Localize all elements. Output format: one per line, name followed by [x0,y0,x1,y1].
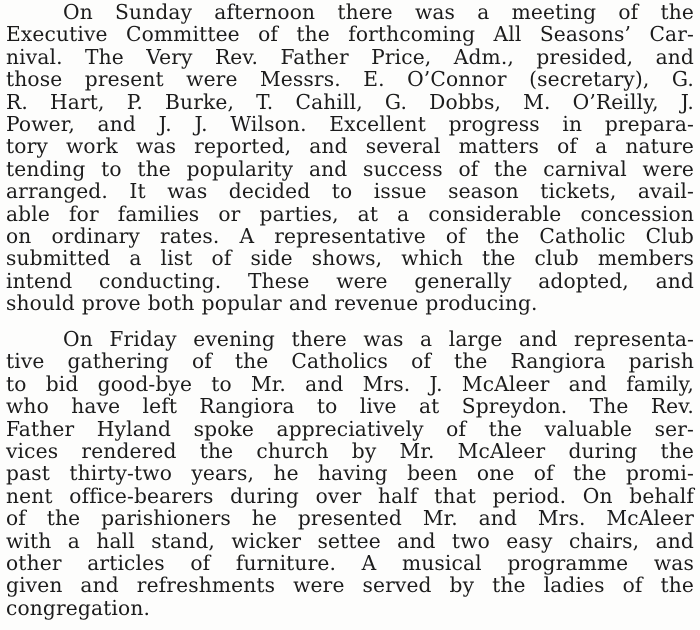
article-text-line: on ordinary rates. A representative of the Catholic Club [6,224,694,248]
article-text-line: who have left Rangiora to live at Spreydon. The Rev. [6,394,694,419]
article-text-line: congregation. [6,595,151,620]
article-text-line: vices rendered the church by Mr. McAleer during the [6,439,694,463]
article-text-line: able for families or parties, at a considerable concession [6,201,694,226]
article-text-line: On Sunday afternoon there was a meeting of the [63,0,694,24]
article-text-line: tory work was reported, and several matters of a nature [6,134,694,159]
article-text-line: Executive Committee of the forthcoming All Seasons’ Car- [6,22,694,47]
article-text-line: those present were Messrs. E. O’Connor (secretary), G. [6,67,694,92]
article-text-line: nival. The Very Rev. Father Price, Adm., presided, and [6,44,694,69]
article-text-line: nent office-bearers during over half that period. On behalf [6,483,694,508]
article-text-line: submitted a list of side shows, which the club members [6,246,694,271]
article-text-line: of the parishioners he presented Mr. and Mrs. McAleer [6,506,694,531]
article-text-line: Father Hyland spoke appreciatively of the valuable ser- [6,416,694,441]
article-text-line: given and refreshments were served by the ladies of the [6,573,694,598]
article-text-line: should prove both popular and revenue producing. [6,291,538,316]
article-text-line: arranged. It was decided to issue season tickets, avail- [6,179,694,204]
article-text-line: tending to the popularity and success of the carnival were [6,156,694,181]
article-text-line: to bid good-bye to Mr. and Mrs. J. McAleer and family, [6,371,694,396]
article-text-line: R. Hart, P. Burke, T. Cahill, G. Dobbs, M. O’Reilly, J. [6,89,694,114]
article-text-line: Power, and J. J. Wilson. Excellent progress in prepara- [6,112,694,136]
article-text-line: intend conducting. These were generally adopted, and [6,268,694,293]
article-text-line: past thirty-two years, he having been one of the promi- [6,461,694,486]
article-text-line: On Friday evening there was a large and representa- [63,327,694,351]
article-text-line: tive gathering of the Catholics of the Rangiora parish [6,349,694,374]
article-text-line: other articles of furniture. A musical programme was [6,551,694,575]
article-text-line: with a hall stand, wicker settee and two easy chairs, and [6,528,694,553]
